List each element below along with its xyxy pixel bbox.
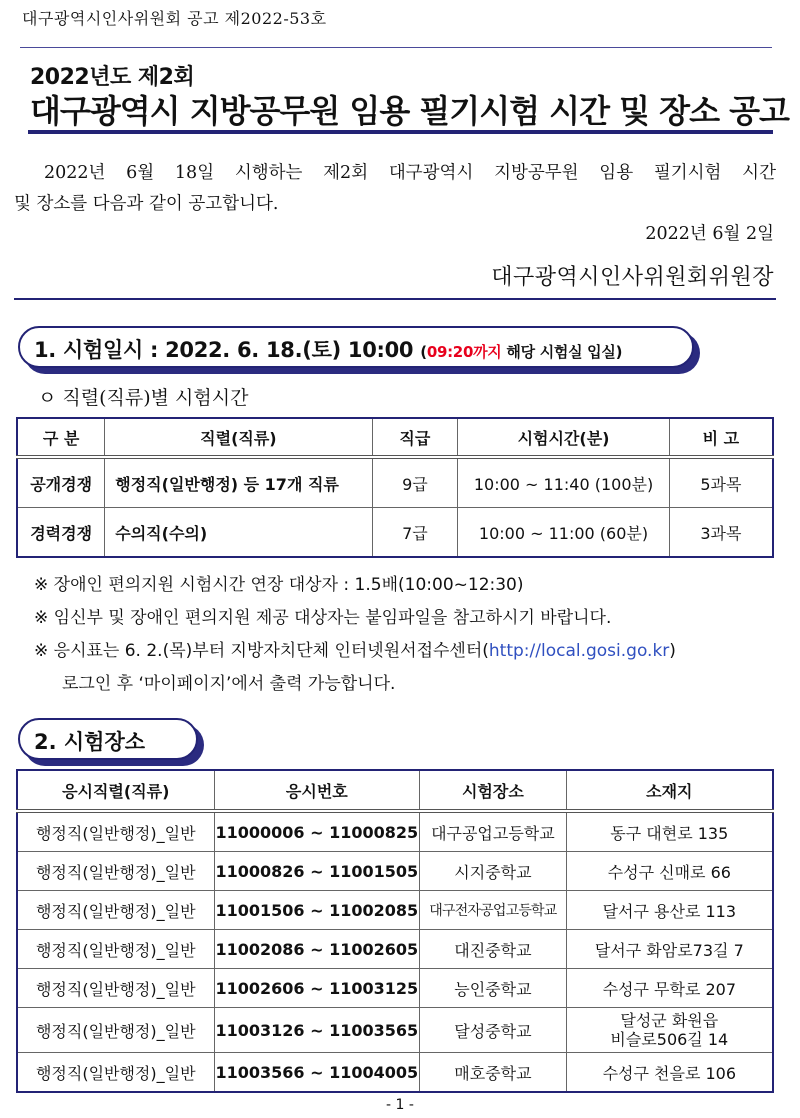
cell-time: 10:00 ~ 11:40 (100분) bbox=[458, 457, 669, 508]
cell-school: 대진중학교 bbox=[420, 930, 566, 969]
cell-range: 11002086 ~ 11002605 bbox=[214, 930, 420, 969]
cell-series: 행정직(일반행정)_일반 bbox=[17, 1008, 214, 1053]
table-row bbox=[17, 1008, 773, 1053]
cell-address: 수성구 무학로 207 bbox=[566, 969, 773, 1008]
table-row bbox=[17, 891, 773, 930]
cell-address: 달서구 용산로 113 bbox=[566, 891, 773, 930]
cell-address: 달성군 화원읍 비슬로506길 14 bbox=[566, 1008, 773, 1053]
cell-grade: 7급 bbox=[372, 508, 458, 558]
section-1-label: 1. 시험일시 : 2022. 6. 18.(토) 10:00 bbox=[34, 338, 414, 362]
cell-series: 행정직(일반행정)_일반 bbox=[17, 852, 214, 891]
cell-school: 대구전자공업고등학교 bbox=[420, 891, 566, 930]
column-header: 직급 bbox=[372, 418, 458, 457]
cell-address: 수성구 천을로 106 bbox=[566, 1053, 773, 1093]
column-header: 구 분 bbox=[17, 418, 105, 457]
note-extension: ※ 장애인 편의지원 시험시간 연장 대상자 : 1.5배(10:00~12:30) bbox=[34, 575, 524, 595]
exam-time-table bbox=[16, 417, 774, 558]
table-row bbox=[17, 852, 773, 891]
notice-date: 2022년 6월 2일 bbox=[645, 224, 774, 244]
exam-location-table bbox=[16, 769, 774, 1093]
cell-school: 달성중학교 bbox=[420, 1008, 566, 1053]
table-row bbox=[17, 969, 773, 1008]
cell-series: 행정직(일반행정)_일반 bbox=[17, 969, 214, 1008]
cell-address: 달서구 화암로73길 7 bbox=[566, 930, 773, 969]
cell-type: 경력경쟁 bbox=[17, 508, 105, 558]
cell-address: 동구 대현로 135 bbox=[566, 811, 773, 852]
table-header-row bbox=[17, 770, 773, 811]
cell-series: 행정직(일반행정)_일반 bbox=[17, 891, 214, 930]
cell-school: 매호중학교 bbox=[420, 1053, 566, 1093]
gosi-link[interactable]: http://local.gosi.go.kr bbox=[488, 641, 670, 661]
intro-line-2: 및 장소를 다음과 같이 공고합니다. bbox=[14, 194, 279, 214]
table-row bbox=[17, 811, 773, 852]
cell-range: 11002606 ~ 11003125 bbox=[214, 969, 420, 1008]
cell-note: 3과목 bbox=[669, 508, 773, 558]
top-divider bbox=[20, 47, 772, 48]
header-divider bbox=[14, 298, 776, 300]
cell-range: 11000006 ~ 11000825 bbox=[214, 811, 420, 852]
table-row bbox=[17, 508, 773, 558]
table-header-row bbox=[17, 418, 773, 457]
cell-range: 11001506 ~ 11002085 bbox=[214, 891, 420, 930]
cell-series: 행정직(일반행정)_일반 bbox=[17, 811, 214, 852]
cell-time: 10:00 ~ 11:00 (60분) bbox=[458, 508, 669, 558]
signer: 대구광역시인사위원회위원장 bbox=[491, 265, 774, 290]
column-header: 직렬(직류) bbox=[105, 418, 372, 457]
cell-type: 공개경쟁 bbox=[17, 457, 105, 508]
cell-series: 행정직(일반행정)_일반 bbox=[17, 930, 214, 969]
column-header: 비 고 bbox=[669, 418, 773, 457]
column-header: 응시직렬(직류) bbox=[17, 770, 214, 811]
page-number: - 1 - bbox=[386, 1097, 414, 1113]
cell-school: 대구공업고등학교 bbox=[420, 811, 566, 852]
schedule-bullet: ㅇ 직렬(직류)별 시험시간 bbox=[38, 387, 249, 409]
table-row bbox=[17, 930, 773, 969]
table-row bbox=[17, 1053, 773, 1093]
section-2-header bbox=[18, 718, 198, 760]
section-1-header: 1. 시험일시 : 2022. 6. 18.(토) 10:00 (09:20까지 해당 시험실 입실) bbox=[18, 326, 694, 368]
note-attachment: ※ 임신부 및 장애인 편의지원 제공 대상자는 붙임파일을 참고하시기 바랍니다. bbox=[34, 608, 612, 628]
column-header: 소재지 bbox=[566, 770, 773, 811]
document-subtitle: 2022년도 제2회 bbox=[30, 65, 195, 90]
cell-series: 행정직(일반행정) 등 17개 직류 bbox=[105, 457, 372, 508]
notice-number: 대구광역시인사위원회 공고 제2022-53호 bbox=[22, 9, 327, 28]
column-header: 시험장소 bbox=[420, 770, 566, 811]
cell-school: 시지중학교 bbox=[420, 852, 566, 891]
entry-deadline: 09:20까지 bbox=[426, 343, 502, 361]
cell-address: 수성구 신매로 66 bbox=[566, 852, 773, 891]
cell-school: 능인중학교 bbox=[420, 969, 566, 1008]
cell-range: 11003126 ~ 11003565 bbox=[214, 1008, 420, 1053]
column-header: 응시번호 bbox=[214, 770, 420, 811]
cell-series: 수의직(수의) bbox=[105, 508, 372, 558]
title-underline bbox=[28, 130, 773, 134]
section-2-label: 2. 시험장소 bbox=[34, 730, 146, 754]
cell-grade: 9급 bbox=[372, 457, 458, 508]
cell-range: 11000826 ~ 11001505 bbox=[214, 852, 420, 891]
cell-range: 11003566 ~ 11004005 bbox=[214, 1053, 420, 1093]
cell-series: 행정직(일반행정)_일반 bbox=[17, 1053, 214, 1093]
table-row bbox=[17, 457, 773, 508]
intro-line-1: 2022년 6월 18일 시행하는 제2회 대구광역시 지방공무원 임용 필기시험 시간 bbox=[44, 163, 776, 183]
note-admission-ticket-cont: 로그인 후 ‘마이페이지’에서 출력 가능합니다. bbox=[62, 674, 396, 694]
document-title: 대구광역시 지방공무원 임용 필기시험 시간 및 장소 공고 bbox=[30, 92, 789, 130]
note-admission-ticket: ※ 응시표는 6. 2.(목)부터 지방자치단체 인터넷원서접수센터(http://local.gosi.go.kr) bbox=[34, 641, 676, 661]
cell-note: 5과목 bbox=[669, 457, 773, 508]
column-header: 시험시간(분) bbox=[458, 418, 669, 457]
